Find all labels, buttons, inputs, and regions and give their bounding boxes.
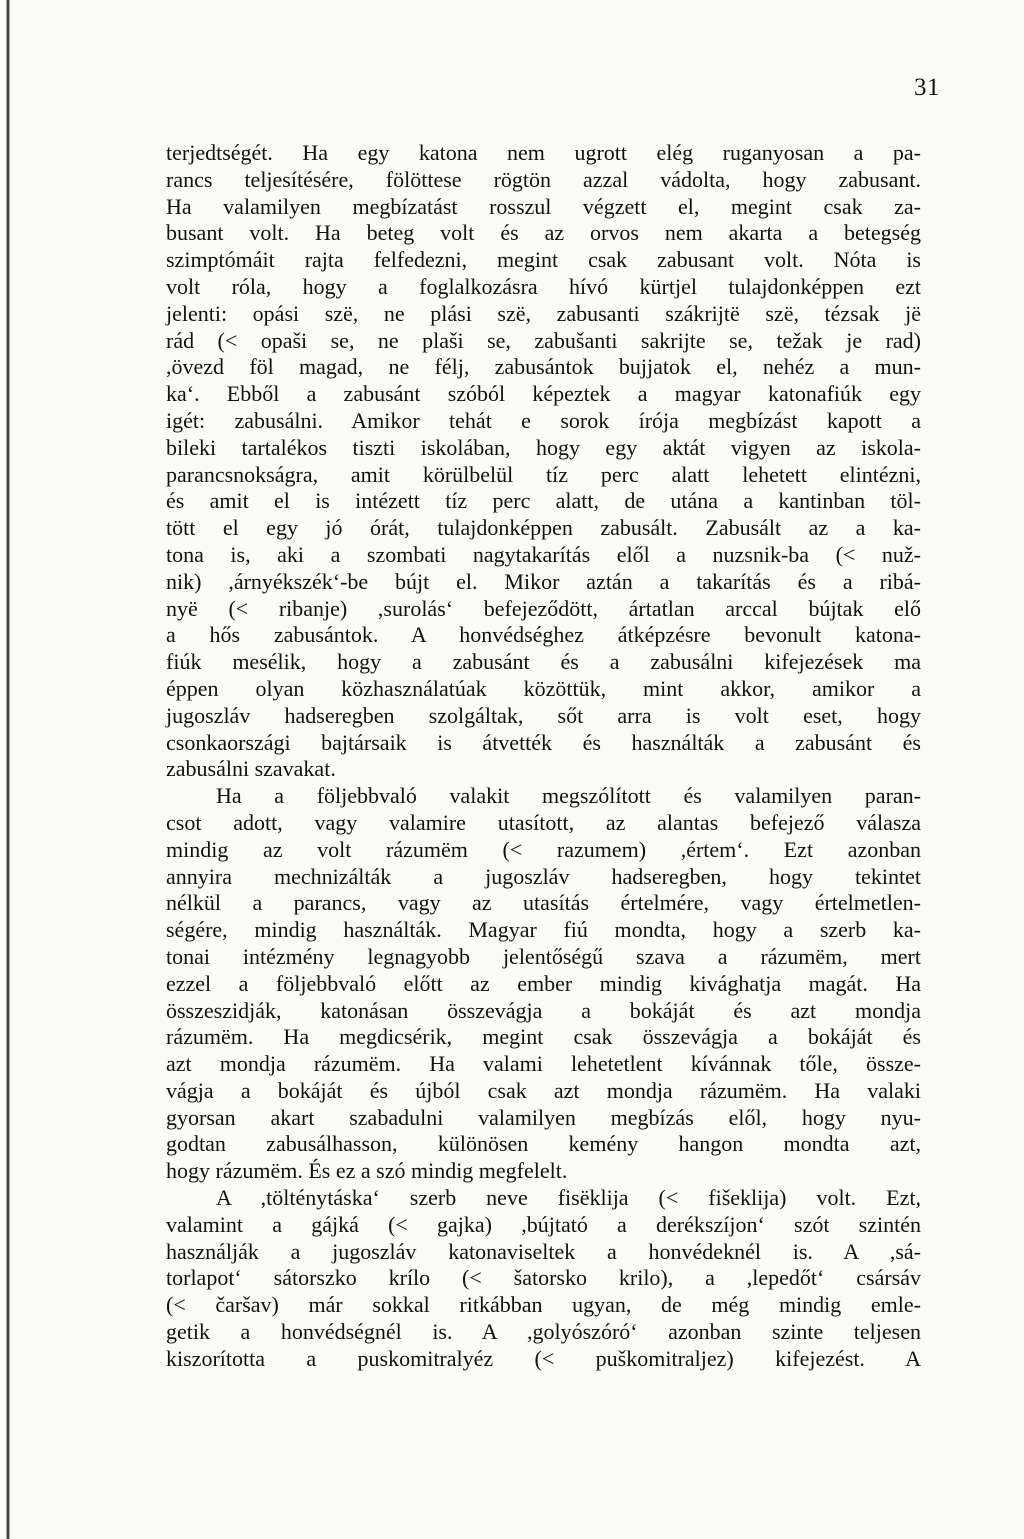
text-line: bileki tartalékos tiszti iskolában, hogy egy aktát vigyen az iskola-: [166, 434, 921, 460]
text-line: csonkaországi bajtársaik is átvették és használták a zabusánt és: [166, 729, 921, 755]
text-line: rancs teljesítésére, fölöttese rögtön azzal vádolta, hogy zabusant.: [166, 166, 921, 192]
text-line: volt róla, hogy a foglalkozásra hívó kürtjel tulajdonképpen ezt: [166, 273, 921, 299]
text-line: valamint a gájká (< gajka) ,bújtató a derékszíjon‘ szót szintén: [166, 1211, 921, 1237]
text-line: vágja a bokáját és újból csak azt mondja rázumëm. Ha valaki: [166, 1077, 921, 1103]
text-line: összeszidják, katonásan összevágja a bokáját és azt mondja: [166, 997, 921, 1023]
text-line: hogy rázumëm. És ez a szó mindig megfelelt.: [166, 1158, 568, 1184]
text-line: ezzel a följebbvaló előtt az ember mindig kivághatja magát. Ha: [166, 970, 921, 996]
text-line: és amit el is intézett tíz perc alatt, de utána a kantinban töl-: [166, 488, 921, 514]
text-line: szimptómáit rajta felfedezni, megint csak zabusant volt. Nóta is: [166, 247, 921, 273]
text-line: Ha valamilyen megbízatást rosszul végzett el, megint csak za-: [166, 193, 921, 219]
text-line: tonai intézmény legnagyobb jelentőségű szava a rázumëm, mert: [166, 943, 921, 969]
text-line: használják a jugoszláv katonaviseltek a honvédeknél is. A ,sá-: [166, 1238, 921, 1264]
text-line: tona is, aki a szombati nagytakarítás elől a nuzsnik-ba (< nuž-: [166, 541, 921, 567]
page-number: 31: [914, 74, 940, 101]
text-line: gyorsan akart szabadulni valamilyen megbízás elől, hogy nyu-: [166, 1104, 921, 1130]
text-line: jugoszláv hadseregben szolgáltak, sőt arra is volt eset, hogy: [166, 702, 921, 728]
text-line: terjedtségét. Ha egy katona nem ugrott elég ruganyosan a pa-: [166, 140, 921, 165]
text-line: rád (< opaši se, ne plaši se, zabušanti sakrijte se, težak je rad): [166, 327, 921, 353]
text-line: a hős zabusántok. A honvédséghez átképzésre bevonult katona-: [166, 622, 921, 648]
text-line: rázumëm. Ha megdicsérik, megint csak összevágja a bokáját és: [166, 1024, 921, 1050]
text-line: annyira mechnizálták a jugoszláv hadseregben, hogy tekintet: [166, 863, 921, 889]
text-line: godtan zabusálhasson, különösen kemény hangon mondta azt,: [166, 1131, 921, 1157]
text-line: mindig az volt rázumëm (< razumem) ,értem‘. Ezt azonban: [166, 836, 921, 862]
text-line: nik) ,árnyékszék‘-be bújt el. Mikor aztán a takarítás és a ribá-: [166, 568, 921, 594]
text-line: (< čaršav) már sokkal ritkábban ugyan, de még mindig emle-: [166, 1292, 921, 1318]
text-line: csot adott, vagy valamire utasított, az alantas befejező válasza: [166, 809, 921, 835]
page-body: [166, 140, 921, 1373]
text-line: Ha a följebbvaló valakit megszólított és valamilyen paran-: [216, 783, 921, 809]
text-line: kiszorította a puskomitralyéz (< puškomitraljez) kifejezést. A: [166, 1345, 921, 1371]
text-line: busant volt. Ha beteg volt és az orvos nem akarta a betegség: [166, 220, 921, 246]
text-line: jelenti: opási szë, ne plási szë, zabusanti szákrijtë szë, tézsak jë: [166, 300, 921, 326]
text-line: ,övezd föl magad, ne félj, zabusántok bujjatok el, nehéz a mun-: [166, 354, 921, 380]
text-line: azt mondja rázumëm. Ha valami lehetetlent kívánnak tőle, össze-: [166, 1051, 921, 1077]
text-line: torlapot‘ sátorszko krílo (< šatorsko krilo), a ,lepedőt‘ csársáv: [166, 1265, 921, 1291]
text-line: parancsnokságra, amit körülbelül tíz perc alatt lehetett elintézni,: [166, 461, 921, 487]
text-line: nyë (< ribanje) ,surolás‘ befejeződött, ártatlan arccal bújtak elő: [166, 595, 921, 621]
text-line: ségére, mindig használták. Magyar fiú mondta, hogy a szerb ka-: [166, 917, 921, 943]
text-line: nélkül a parancs, vagy az utasítás értelmére, vagy értelmetlen-: [166, 890, 921, 916]
text-line: zabusálni szavakat.: [166, 756, 336, 782]
text-line: getik a honvédségnél is. A ,golyószóró‘ azonban szinte teljesen: [166, 1319, 921, 1345]
text-line: fiúk mesélik, hogy a zabusánt és a zabusálni kifejezések ma: [166, 649, 921, 675]
scan-edge: [0, 0, 14, 1539]
text-line: ka‘. Ebből a zabusánt szóból képeztek a magyar katonafiúk egy: [166, 381, 921, 407]
text-line: igét: zabusálni. Amikor tehát e sorok írója megbízást kapott a: [166, 407, 921, 433]
text-line: éppen olyan közhasználatúak közöttük, mint akkor, amikor a: [166, 675, 921, 701]
text-line: tött el egy jó órát, tulajdonképpen zabusált. Zabusált az a ka-: [166, 515, 921, 541]
text-line: A ,tölténytáska‘ szerb neve fisëklija (< fišeklija) volt. Ezt,: [216, 1185, 921, 1211]
